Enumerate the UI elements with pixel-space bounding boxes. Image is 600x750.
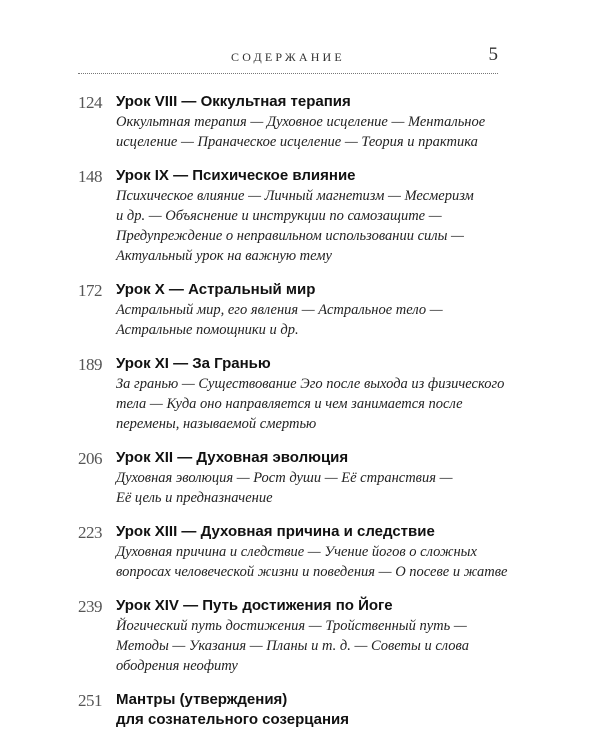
entry-page-number: 239: [78, 597, 102, 616]
entry-page-number: 223: [78, 523, 102, 542]
entry-description-line: перемены, называемой смертью: [116, 416, 317, 432]
toc-entry-lesson-11: [78, 354, 518, 434]
entry-description-line: Её цель и предназначение: [116, 490, 273, 506]
entry-page-number: 172: [78, 281, 102, 300]
toc-entry-lesson-14: [78, 596, 518, 676]
entry-title: Урок XIV — Путь достижения по Йоге: [116, 597, 393, 614]
toc-entry-lesson-13: [78, 522, 518, 582]
entry-description-line: Актуальный урок на важную тему: [116, 248, 332, 264]
entry-description-line: Методы — Указания — Планы и т. д. — Советы и слова: [116, 638, 469, 654]
entry-title-continuation: для сознательного созерцания: [116, 711, 350, 728]
entry-description-line: Духовная эволюция — Рост души — Её странствия —: [116, 470, 453, 486]
entry-title: Урок XI — За Гранью: [116, 355, 271, 372]
running-header: [78, 44, 498, 70]
toc-entry-lesson-10: [78, 280, 518, 340]
entry-title: Урок VIII — Оккультная терапия: [116, 93, 351, 110]
entry-page-number: 148: [78, 167, 102, 186]
entry-description-line: Духовная причина и следствие — Учение йогов о сложных: [116, 544, 477, 560]
entry-title: Урок X — Астральный мир: [116, 281, 316, 298]
page-number: 5: [488, 44, 498, 65]
entry-description-line: тела — Куда оно направляется и чем занимается после: [116, 396, 463, 412]
toc-entry-mantras: [78, 690, 518, 730]
toc-entry-lesson-12: [78, 448, 518, 508]
entry-page-number: 251: [78, 691, 102, 710]
entry-description-line: Оккультная терапия — Духовное исцеление — Ментальное: [116, 114, 486, 130]
entry-title: Урок IX — Психическое влияние: [116, 167, 356, 184]
table-of-contents: [78, 92, 518, 730]
header-title: СОДЕРЖАНИЕ: [231, 50, 345, 64]
entry-description-line: Астральный мир, его явления — Астральное тело —: [116, 302, 443, 318]
entry-description-line: Астральные помощники и др.: [116, 322, 299, 338]
entry-description-line: и др. — Объяснение и инструкции по самозащите —: [116, 208, 442, 224]
entry-description-line: исцеление — Праначеское исцеление — Теория и практика: [116, 134, 478, 150]
entry-page-number: 189: [78, 355, 102, 374]
entry-title: Урок XII — Духовная эволюция: [116, 449, 349, 466]
entry-description-line: За гранью — Существование Эго после выхода из физического: [116, 376, 505, 392]
entry-description-line: вопросах человеческой жизни и поведения — О посеве и жатве: [116, 564, 508, 580]
entry-description-line: Психическое влияние — Личный магнетизм — Месмеризм: [116, 188, 474, 204]
entry-title: Мантры (утверждения): [116, 691, 288, 708]
entry-title: Урок XIII — Духовная причина и следствие: [116, 523, 435, 540]
entry-page-number: 124: [78, 93, 102, 112]
entry-description-line: ободрения неофиту: [116, 658, 238, 674]
entry-description-line: Йогический путь достижения — Тройственный путь —: [116, 618, 467, 634]
entry-page-number: 206: [78, 449, 102, 468]
toc-entry-lesson-8: [78, 92, 518, 152]
header-divider: [78, 73, 498, 74]
toc-entry-lesson-9: [78, 166, 518, 266]
entry-description-line: Предупреждение о неправильном использовании силы —: [116, 228, 464, 244]
